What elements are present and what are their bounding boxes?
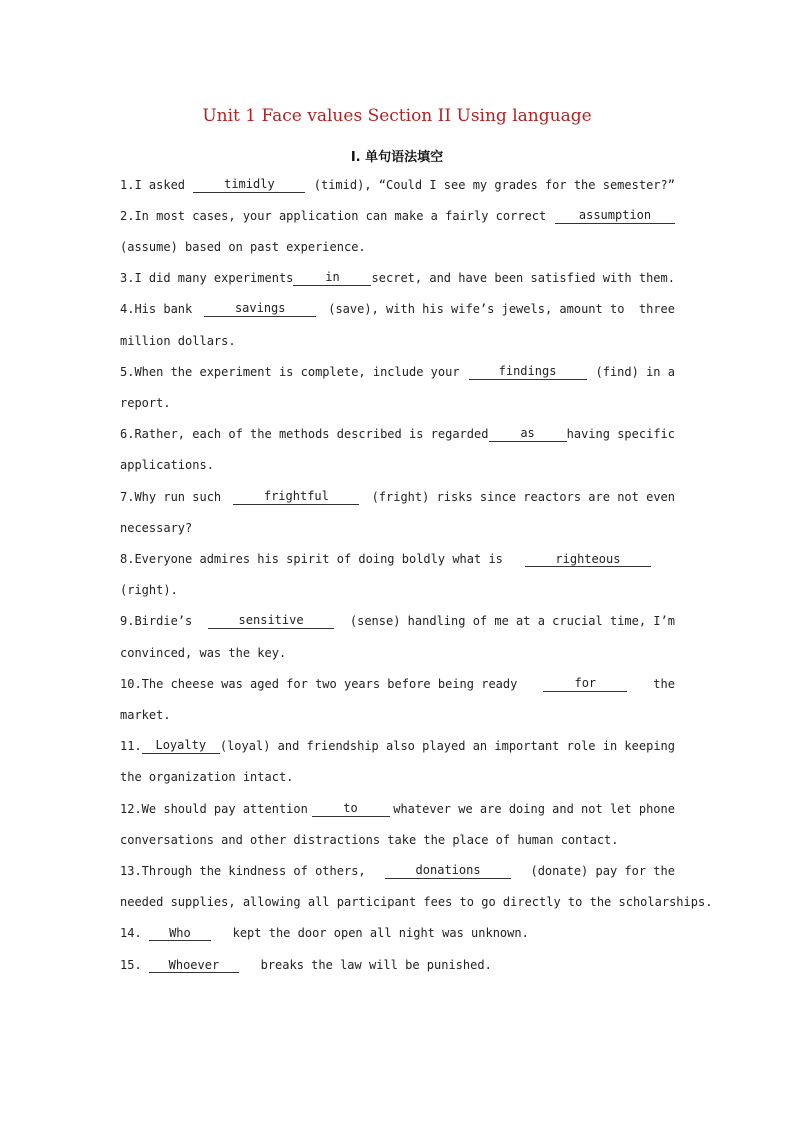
question-9-answer: sensitive [208,614,334,629]
question-11-continuation: the organization intact. [120,770,294,784]
question-7-answer: frightful [233,490,359,505]
question-8-answer: righteous [525,553,651,567]
question-12-continuation: conversations and other distractions take the place of human contact. [120,833,619,847]
question-8 [120,552,675,567]
question-12-pre: 12.We should pay attention [120,802,308,816]
question-7 [120,490,675,505]
question-4-post: (save), with his wife’s jewels, amount to three [328,302,675,316]
question-6 [120,427,675,442]
question-7-post: (fright) risks since reactors are not even [371,490,675,504]
question-13-pre: 13.Through the kindness of others, [120,864,366,878]
question-14-pre: 14. [120,926,142,940]
question-15-pre: 15. [120,958,142,972]
question-8-continuation: (right). [120,583,178,597]
question-12-post: whatever we are doing and not let phone [393,802,675,816]
question-2-pre: 2.In most cases, your application can make a fairly correct [120,209,547,223]
question-5-pre: 5.When the experiment is complete, include your [120,365,460,379]
question-5 [120,365,675,380]
question-1-pre: 1.I asked [120,178,186,192]
question-11-post: (loyal) and friendship also played an important role in keeping [219,739,675,753]
question-10-answer: for [543,677,627,692]
question-11-answer: Loyalty [142,739,220,754]
question-9-post: (sense) handling of me at a crucial time, I’m [349,614,675,628]
section-heading: Ⅰ. 单句语法填空 [350,150,444,165]
question-11 [120,739,675,754]
question-4-answer: savings [204,302,316,317]
question-13 [120,864,675,879]
question-15-answer: Whoever [149,959,239,973]
question-3-pre: 3.I did many experiments [120,271,294,285]
question-11-pre: 11. [120,739,142,753]
question-2-answer: assumption [555,209,675,224]
question-12 [120,802,675,817]
question-12-answer: to [312,802,390,817]
question-9 [120,614,675,629]
page-title: Unit 1 Face values Section II Using language [202,106,592,126]
question-10-post: the [653,677,675,691]
question-14 [120,926,675,941]
question-10 [120,677,675,692]
question-10-pre: 10.The cheese was aged for two years before being ready [120,677,518,691]
question-9-pre: 9.Birdie’s [120,614,193,628]
question-4-continuation: million dollars. [120,334,236,348]
question-10-continuation: market. [120,708,171,722]
question-5-post: (find) in a [595,365,675,379]
question-1-post: (timid), “Could I see my grades for the semester?” [313,178,675,192]
question-14-answer: Who [149,927,211,941]
question-4-pre: 4.His bank [120,302,193,316]
question-7-continuation: necessary? [120,521,193,535]
question-3 [120,271,675,286]
question-3-post: secret, and have been satisfied with them. [371,271,675,285]
question-3-answer: in [293,271,371,286]
question-9-continuation: convinced, was the key. [120,646,287,660]
question-13-answer: donations [385,864,511,879]
question-2 [120,209,675,224]
question-7-pre: 7.Why run such [120,490,222,504]
question-2-continuation: (assume) based on past experience. [120,240,366,254]
question-14-post: kept the door open all night was unknown. [232,926,529,940]
question-5-answer: findings [469,365,587,380]
question-1 [120,178,675,193]
question-1-answer: timidly [193,178,305,193]
question-6-pre: 6.Rather, each of the methods described is regarded [120,427,489,441]
question-13-continuation: needed supplies, allowing all participant fees to go directly to the scholarships. [120,895,713,909]
question-8-pre: 8.Everyone admires his spirit of doing boldly what is [120,552,503,566]
question-15-post: breaks the law will be punished. [260,958,492,972]
question-6-continuation: applications. [120,458,214,472]
question-15 [120,958,675,973]
question-13-post: (donate) pay for the [530,864,675,878]
question-5-continuation: report. [120,396,171,410]
question-6-answer: as [489,427,567,442]
question-6-post: having specific [566,427,675,441]
question-4 [120,302,675,317]
